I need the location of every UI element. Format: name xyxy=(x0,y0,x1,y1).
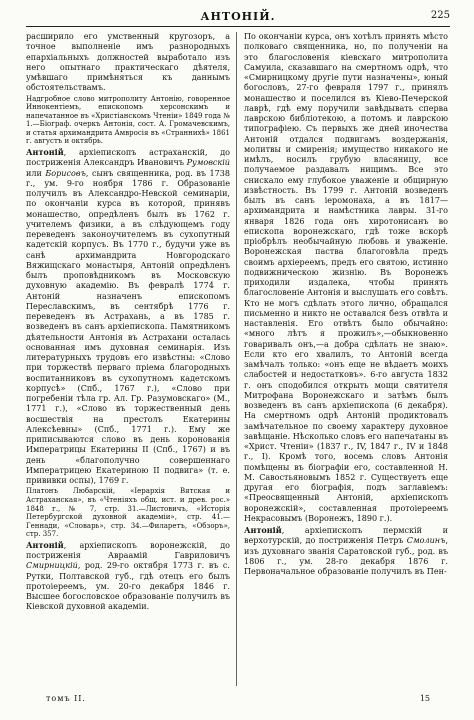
page-footer xyxy=(26,694,450,708)
entry-mid: или xyxy=(26,168,46,178)
entry-body: , изъ духовнаго званія Саратовской губ., род. въ 1806 г., ум. 28-го декабря 1876 г. Первоначальное образованіе получилъ въ Пен- xyxy=(244,536,448,576)
paragraph-intro: расширило его умственный кругозоръ, а точное выполненіе имъ разнородныхъ епархіальныхъ должностей выработало изъ него опытнаго практическаго дѣятеля, умѣвшаго примѣняться къ даннымъ обстоятельствамъ. xyxy=(26,32,230,93)
entry-surname: Румовскій xyxy=(186,158,230,168)
entry-intro: , архіепископъ пермскій и верхотурскій, до постриженія Петръ xyxy=(244,526,448,546)
running-title: АНТОНІЙ. xyxy=(200,10,276,23)
entry-name: Антоній xyxy=(244,525,282,535)
sources-note-1: Надгробное слово митрополиту Антонію, говоренное Иннокентіемъ, епископомъ херсонскимъ и напечатанное въ «Христіанскомъ Чтеніи» 1849 года № 1.—Біограф. очеркъ Антонія, сост. А. Громачевскимъ, и статья архимандрита Амвросія въ «Страннихѣ» 1861 г. августъ и октябрь. xyxy=(26,94,230,146)
entry-surname: Смолинъ xyxy=(406,536,446,546)
left-column xyxy=(26,32,230,686)
entry-antony-astrakhan xyxy=(26,147,230,486)
right-column xyxy=(244,32,448,686)
entry-intro: , архіепископъ астраханскій, до постриженія Александръ Ивановичъ xyxy=(26,148,230,168)
entry-antony-perm xyxy=(244,525,448,577)
entry-body: , сынъ священника, род. въ 1738 г., ум. 9-го ноября 1786 г. Образованіе получилъ въ Александро-Невской семинаріи, по окончаніи курса въ которой, принявъ монашество, опредѣленъ былъ въ 1762 г. учителемъ физики, а въ слѣдующемъ году переведенъ законоучителемъ въ сухопутный кадетскій корпусъ. Въ 1770 г., будучи уже въ санѣ архимандрита Новгородскаго Вяжищскаго монастыря, Антоній опредѣленъ былъ проповѣдникомъ въ Московскую духовную академію. Въ февралѣ 1774 г. Антоній назначенъ епископомъ Переславскимъ, въ сентябрѣ 1776 г. переведенъ въ Астрахань, а въ 1785 г. возведенъ въ санъ архіепископа. Памятникомъ дѣятельности Антонія въ Астрахани осталась основанная имъ духовная семинарія. Изъ литературныхъ трудовъ его извѣстны: «Слово при торжествѣ перваго пріема благородныхъ воспитанниковъ въ сухопутномъ кадетскомъ корпусѣ» (Спб., 1767 г.), «Слово при погребеніи тѣла гр. Ал. Гр. Разумовскаго» (М., 1771 г.), «Слово въ торжественный день восшествія на престолъ Екатерины Алексѣевны» (Спб., 1771 г.). Ему же приписываются слово въ день коронованія Императрицы Екатерины II (Спб., 1767) и въ день «благополучно совершеннаго Императрицею Екатериною II подвига» (т. е. прививки оспы), 1769 г. xyxy=(26,168,230,486)
entry-body: , род. 29-го октября 1773 г. въ с. Рутки, Полтавской губ., гдѣ отецъ его былъ протоіереемъ, ум. 20-го декабря 1846 г. Высшее богословское образованіе получилъ въ Кіевской духовной академіи. xyxy=(26,561,230,612)
paragraph-continuation: По окончаніи курса, онъ хотѣлъ принять мѣсто полковаго священника, но, по полученіи на это благословенія кіевскаго митрополита Самуила, сказавшаго на смертномъ одрѣ, что «Смирницкому другіе пути назначены», юный богословъ, 27-го февраля 1797 г., принялъ монашество и поселился въ Кіево-Печерской лаврѣ, гдѣ ему поручили завѣдывать сперва лаврскою библіотекою, а потомъ и лаврскою типографіею. Съ первыхъ же дней иночества Антоній отдался подвигамъ воздержанія, молитвы и смиренія; имущество никакого не имѣлъ, носилъ грубую власяницу, все получаемое раздавалъ нищимъ. Все это снискало ему глубокое уваженіе и общирную извѣстность. Въ 1799 г. Антоній возведенъ былъ въ санъ іеромонаха, а въ 1817—архимандрита и намѣстника лавры. 31-го января 1826 года онъ хиротонисанъ во епископа воронежскаго, гдѣ тоже вскорѣ пріобрѣлъ необычайную любовь и уваженіе. Воронежская паства благоговѣла предъ своимъ архіереемъ, предъ его святою, истинно подвижническою жизнію. Въ Воронежъ приходили издалека, чтобы принять благословеніе Антонія и выслушать его совѣтъ. Кто не могъ сдѣлать этого лично, обращался письменно и никто не оставался безъ отвѣта и наставленія. Его отвѣтъ было обычайно: «много лѣтъ я прожилъ»,—обыкновенно говаривалъ онъ,—а добра сдѣлать не знаю». Если кто его хвалилъ, то Антоній всегда замѣчалъ только: «онъ еще не вѣдаетъ моихъ слабостей и недостатковъ». 6-го августа 1832 г. онъ сподобился открыть мощи святителя Митрофана Воронежскаго и затѣмъ былъ возведенъ въ санъ архіепископа (6 декабря). На смертномъ одрѣ Антоній продиктовалъ замѣчательное по своему характеру духовное завѣщаніе. Нѣсколько словъ его напечатаны въ «Христ. Чтеніи» (1837 г., IV, 1847 г., IV и 1848 г., I). Кромѣ того, восемь словъ Антонія помѣщены въ біографіи его, составленной Н. М. Савостьяновымъ 1852 г. Существуетъ еще другая его біографія, подъ заглавіемъ: «Преосвященный Антоній, архіепископъ воронежскій», составленная протоіереемъ Некрасовымъ (Воронежъ, 1890 г.). xyxy=(244,32,448,523)
entry-surname-2: Борисовъ xyxy=(45,168,86,178)
entry-name: Антоній xyxy=(26,539,64,550)
page-number: 225 xyxy=(430,10,450,21)
entry-intro: , архіепископъ воронежскій, до постриженія Авраамій Гавриловичъ xyxy=(26,540,230,561)
header-rule xyxy=(26,26,450,27)
entry-antony-voronezh xyxy=(26,540,230,613)
entry-name: Антоній xyxy=(26,147,64,158)
sheet-number: 15 xyxy=(419,694,430,703)
entry-surname: Смирницкій xyxy=(26,561,78,571)
sources-note-2: Платонъ Любарскій, «Іерархія Вятская и Астраханская», въ «Чтеніяхъ общ. ист. и древ. рос.» 1848 г., № 7, стр. 31.—Листовичъ, «Исторія Петербургской духовной академіи», стр. 41.—Геннади, «Словарь», стр. 34.—Филаретъ, «Обзоръ», стр. 357. xyxy=(26,487,230,539)
column-divider xyxy=(236,32,237,686)
running-head xyxy=(26,10,450,26)
volume-signature: томъ II. xyxy=(46,694,86,703)
